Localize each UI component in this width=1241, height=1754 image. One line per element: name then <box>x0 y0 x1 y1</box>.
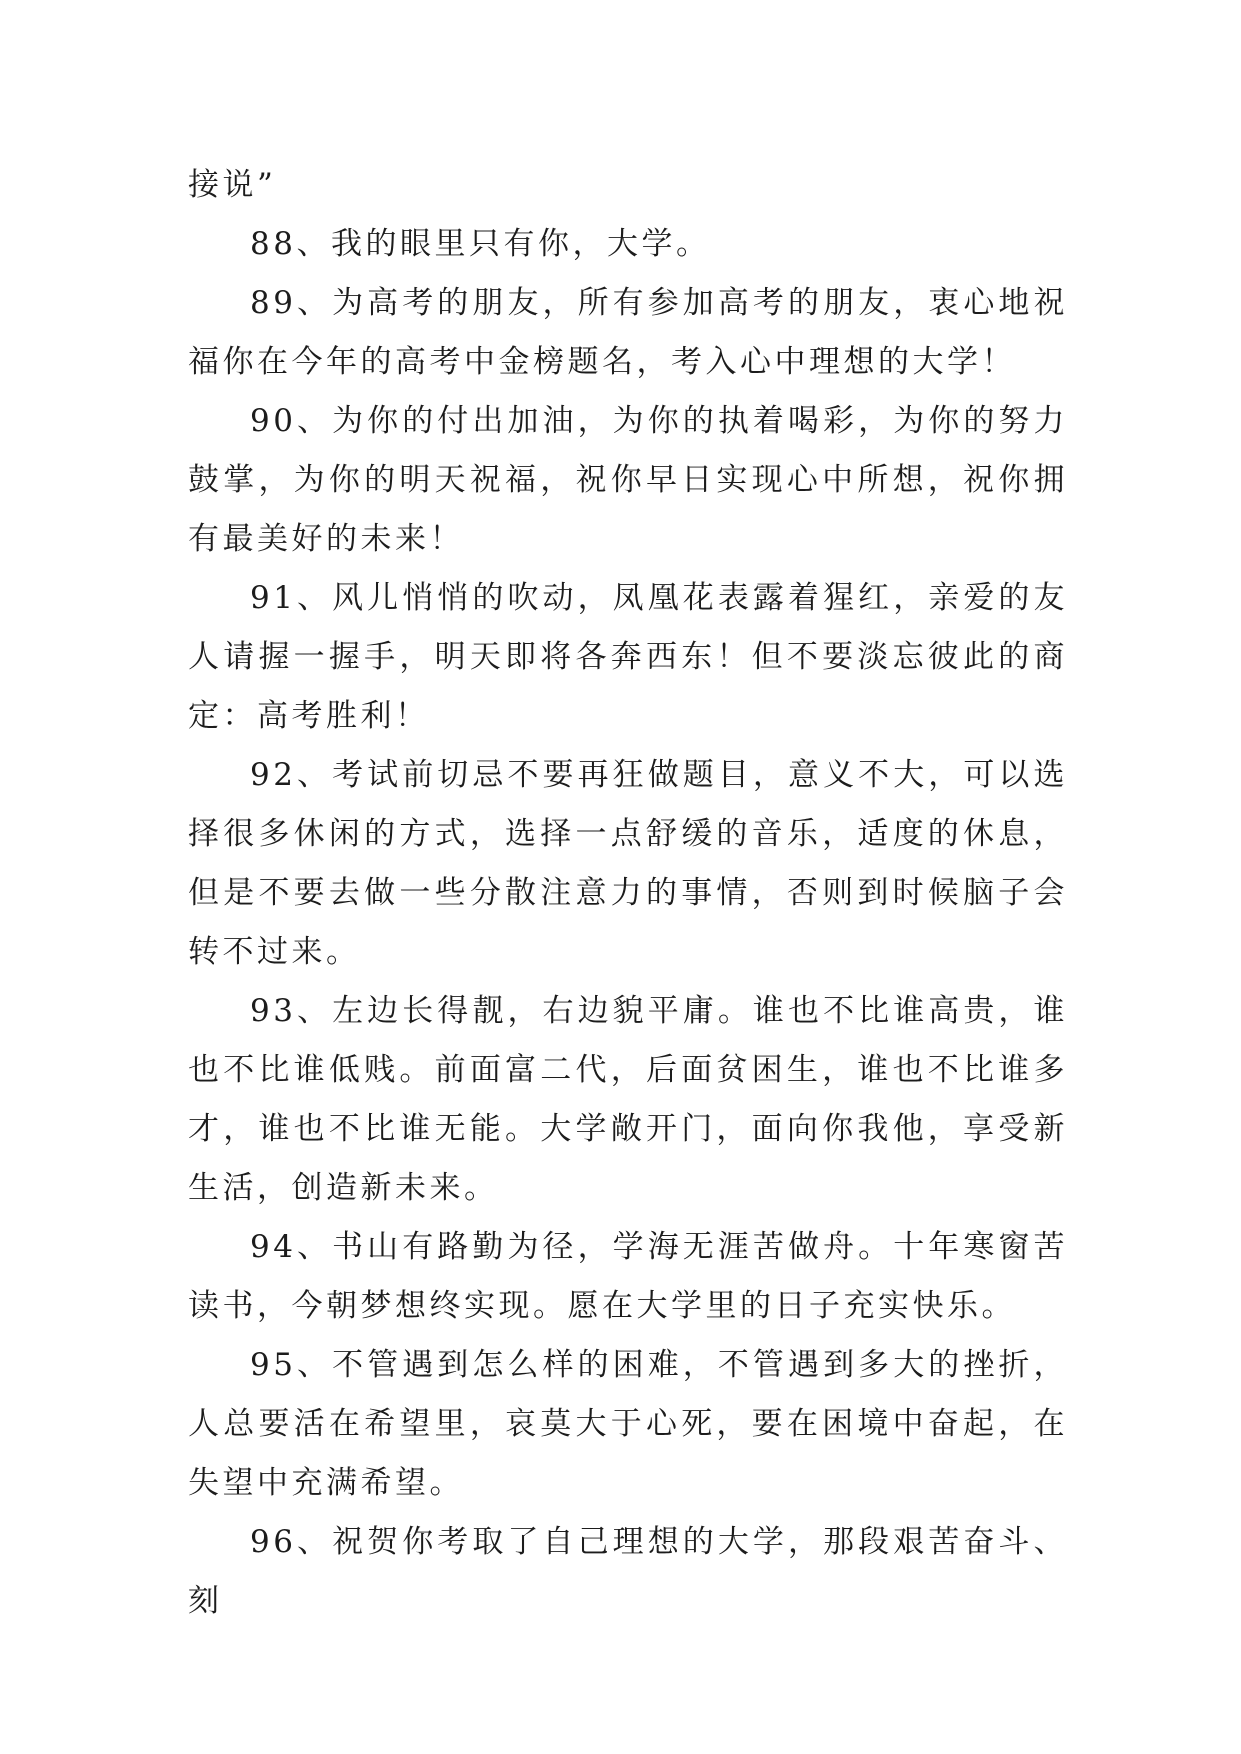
paragraph-88: 88、我的眼里只有你，大学。 <box>250 226 711 262</box>
paragraph-95: 95、不管遇到怎么样的困难，不管遇到多大的挫折，人总要活在希望里，哀莫大于心死，要在困境中奋起，在失望中充满希望。 <box>188 1347 1068 1501</box>
paragraph-90: 90、为你的付出加油，为你的执着喝彩，为你的努力鼓掌，为你的明天祝福，祝你早日实现心中所想，祝你拥有最美好的未来！ <box>188 403 1068 557</box>
paragraph-92: 92、考试前切忌不要再狂做题目，意义不大，可以选择很多休闲的方式，选择一点舒缓的音乐，适度的休息，但是不要去做一些分散注意力的事情，否则到时候脑子会转不过来。 <box>188 757 1068 970</box>
paragraph-89: 89、为高考的朋友，所有参加高考的朋友，衷心地祝福你在今年的高考中金榜题名，考入心中理想的大学！ <box>188 285 1068 380</box>
paragraph-continuation: 接说” <box>188 167 277 203</box>
paragraph-91: 91、风儿悄悄的吹动，凤凰花表露着猩红，亲爱的友人请握一握手，明天即将各奔西东！但不要淡忘彼此的商定：高考胜利！ <box>188 580 1068 734</box>
document-body <box>188 156 1068 1631</box>
paragraph-96: 96、祝贺你考取了自己理想的大学，那段艰苦奋斗、刻 <box>188 1524 1068 1619</box>
paragraph-94: 94、书山有路勤为径，学海无涯苦做舟。十年寒窗苦读书，今朝梦想终实现。愿在大学里的日子充实快乐。 <box>188 1229 1068 1324</box>
paragraph-93: 93、左边长得靓，右边貌平庸。谁也不比谁高贵，谁也不比谁低贱。前面富二代，后面贫困生，谁也不比谁多才，谁也不比谁无能。大学敞开门，面向你我他，享受新生活，创造新未来。 <box>188 993 1068 1206</box>
